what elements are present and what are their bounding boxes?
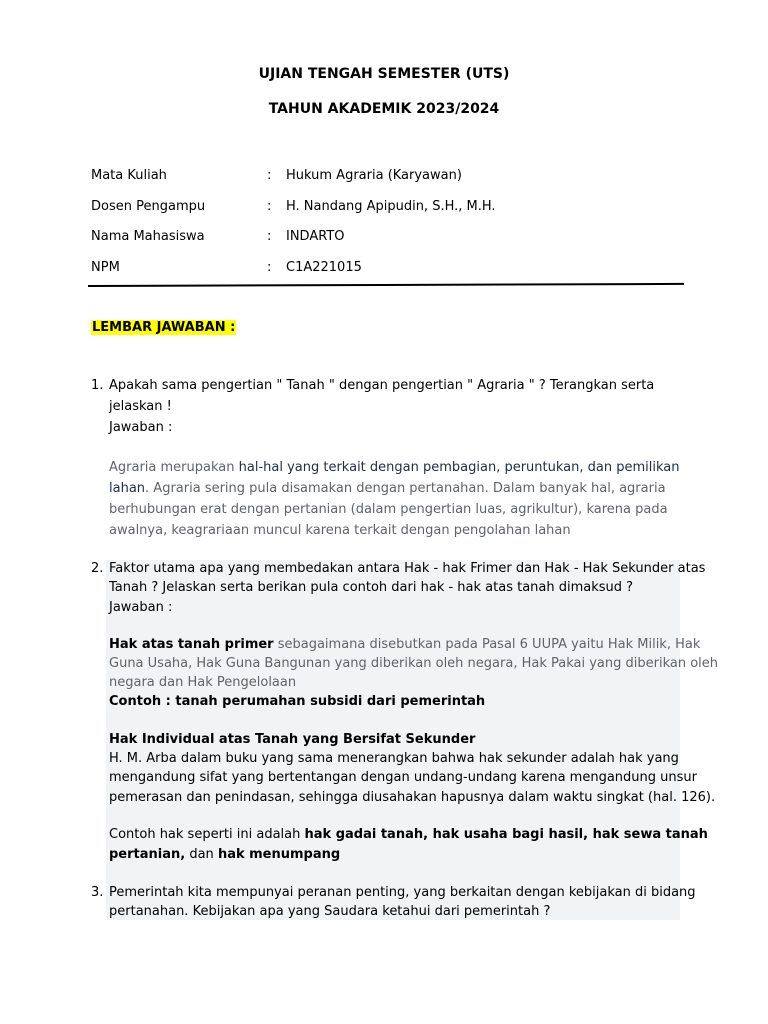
answer-label: Jawaban : xyxy=(109,600,173,615)
info-colon: : xyxy=(267,168,272,183)
answer-text: berhubungan erat dengan pertanian (dalam pengertian luas, agrikultur), karena pada xyxy=(109,502,668,517)
answer-text: Hak atas tanah primer sebagaimana disebutkan pada Pasal 6 UUPA yaitu Hak Milik, Hak xyxy=(109,637,701,652)
info-value-mata-kuliah: Hukum Agraria (Karyawan) xyxy=(286,168,462,183)
info-label-mata-kuliah: Mata Kuliah xyxy=(91,168,167,183)
answer-heading: Hak Individual atas Tanah yang Bersifat Sekunder xyxy=(109,732,476,747)
answer-text: awalnya, keagrariaan muncul karena terkait dengan pengolahan lahan xyxy=(109,523,571,538)
answer-example: Contoh : tanah perumahan subsidi dari pemerintah xyxy=(109,694,486,709)
header-divider xyxy=(88,283,684,287)
answer-example: pertanian, dan hak menumpang xyxy=(109,847,341,862)
info-colon: : xyxy=(267,260,272,275)
question-text: Apakah sama pengertian " Tanah " dengan pengertian " Agraria " ? Terangkan serta xyxy=(109,378,655,393)
answer-text: mengandung sifat yang bertentangan dengan undang-undang karena mengandung unsur xyxy=(109,770,697,785)
question-text: Faktor utama apa yang membedakan antara Hak - hak Frimer dan Hak - Hak Sekunder atas xyxy=(109,561,706,576)
info-value-dosen: H. Nandang Apipudin, S.H., M.H. xyxy=(286,199,496,214)
document-title: UJIAN TENGAH SEMESTER (UTS) xyxy=(258,66,510,82)
document-subtitle: TAHUN AKADEMIK 2023/2024 xyxy=(268,101,500,117)
info-label-dosen: Dosen Pengampu xyxy=(91,199,206,214)
question-text: Tanah ? Jelaskan serta berikan pula contoh dari hak - hak atas tanah dimaksud ? xyxy=(109,580,634,595)
answer-text: H. M. Arba dalam buku yang sama menerangkan bahwa hak sekunder adalah hak yang xyxy=(109,751,679,766)
info-label-nama: Nama Mahasiswa xyxy=(91,229,205,244)
info-value-npm: C1A221015 xyxy=(286,260,362,275)
answer-text: Agraria merupakan hal-hal yang terkait dengan pembagian, peruntukan, dan pemilikan xyxy=(109,460,680,475)
answer-text: Guna Usaha, Hak Guna Bangunan yang diberikan oleh negara, Hak Pakai yang diberikan oleh xyxy=(109,656,719,671)
answer-example: Contoh hak seperti ini adalah hak gadai tanah, hak usaha bagi hasil, hak sewa tanah xyxy=(109,827,708,842)
question-number: 1. xyxy=(91,378,104,393)
question-number: 2. xyxy=(91,561,104,576)
answer-text: negara dan Hak Pengelolaan xyxy=(109,675,297,690)
question-number: 3. xyxy=(91,885,104,900)
question-text: pertanahan. Kebijakan apa yang Saudara ketahui dari pemerintah ? xyxy=(109,904,551,919)
answer-label: Jawaban : xyxy=(109,420,173,435)
answer-text: pemerasan dan penindasan, sehingga diusahakan hapusnya dalam waktu singkat (hal. 126). xyxy=(109,790,716,805)
info-label-npm: NPM xyxy=(91,260,120,275)
answer-text: lahan. Agraria sering pula disamakan dengan pertanahan. Dalam banyak hal, agraria xyxy=(109,481,666,496)
question-text: Pemerintah kita mempunyai peranan penting, yang berkaitan dengan kebijakan di bidang xyxy=(109,885,696,900)
info-value-nama: INDARTO xyxy=(286,229,345,244)
section-label: LEMBAR JAWABAN : xyxy=(92,320,236,335)
question-text: jelaskan ! xyxy=(109,399,172,414)
info-colon: : xyxy=(267,199,272,214)
info-colon: : xyxy=(267,229,272,244)
